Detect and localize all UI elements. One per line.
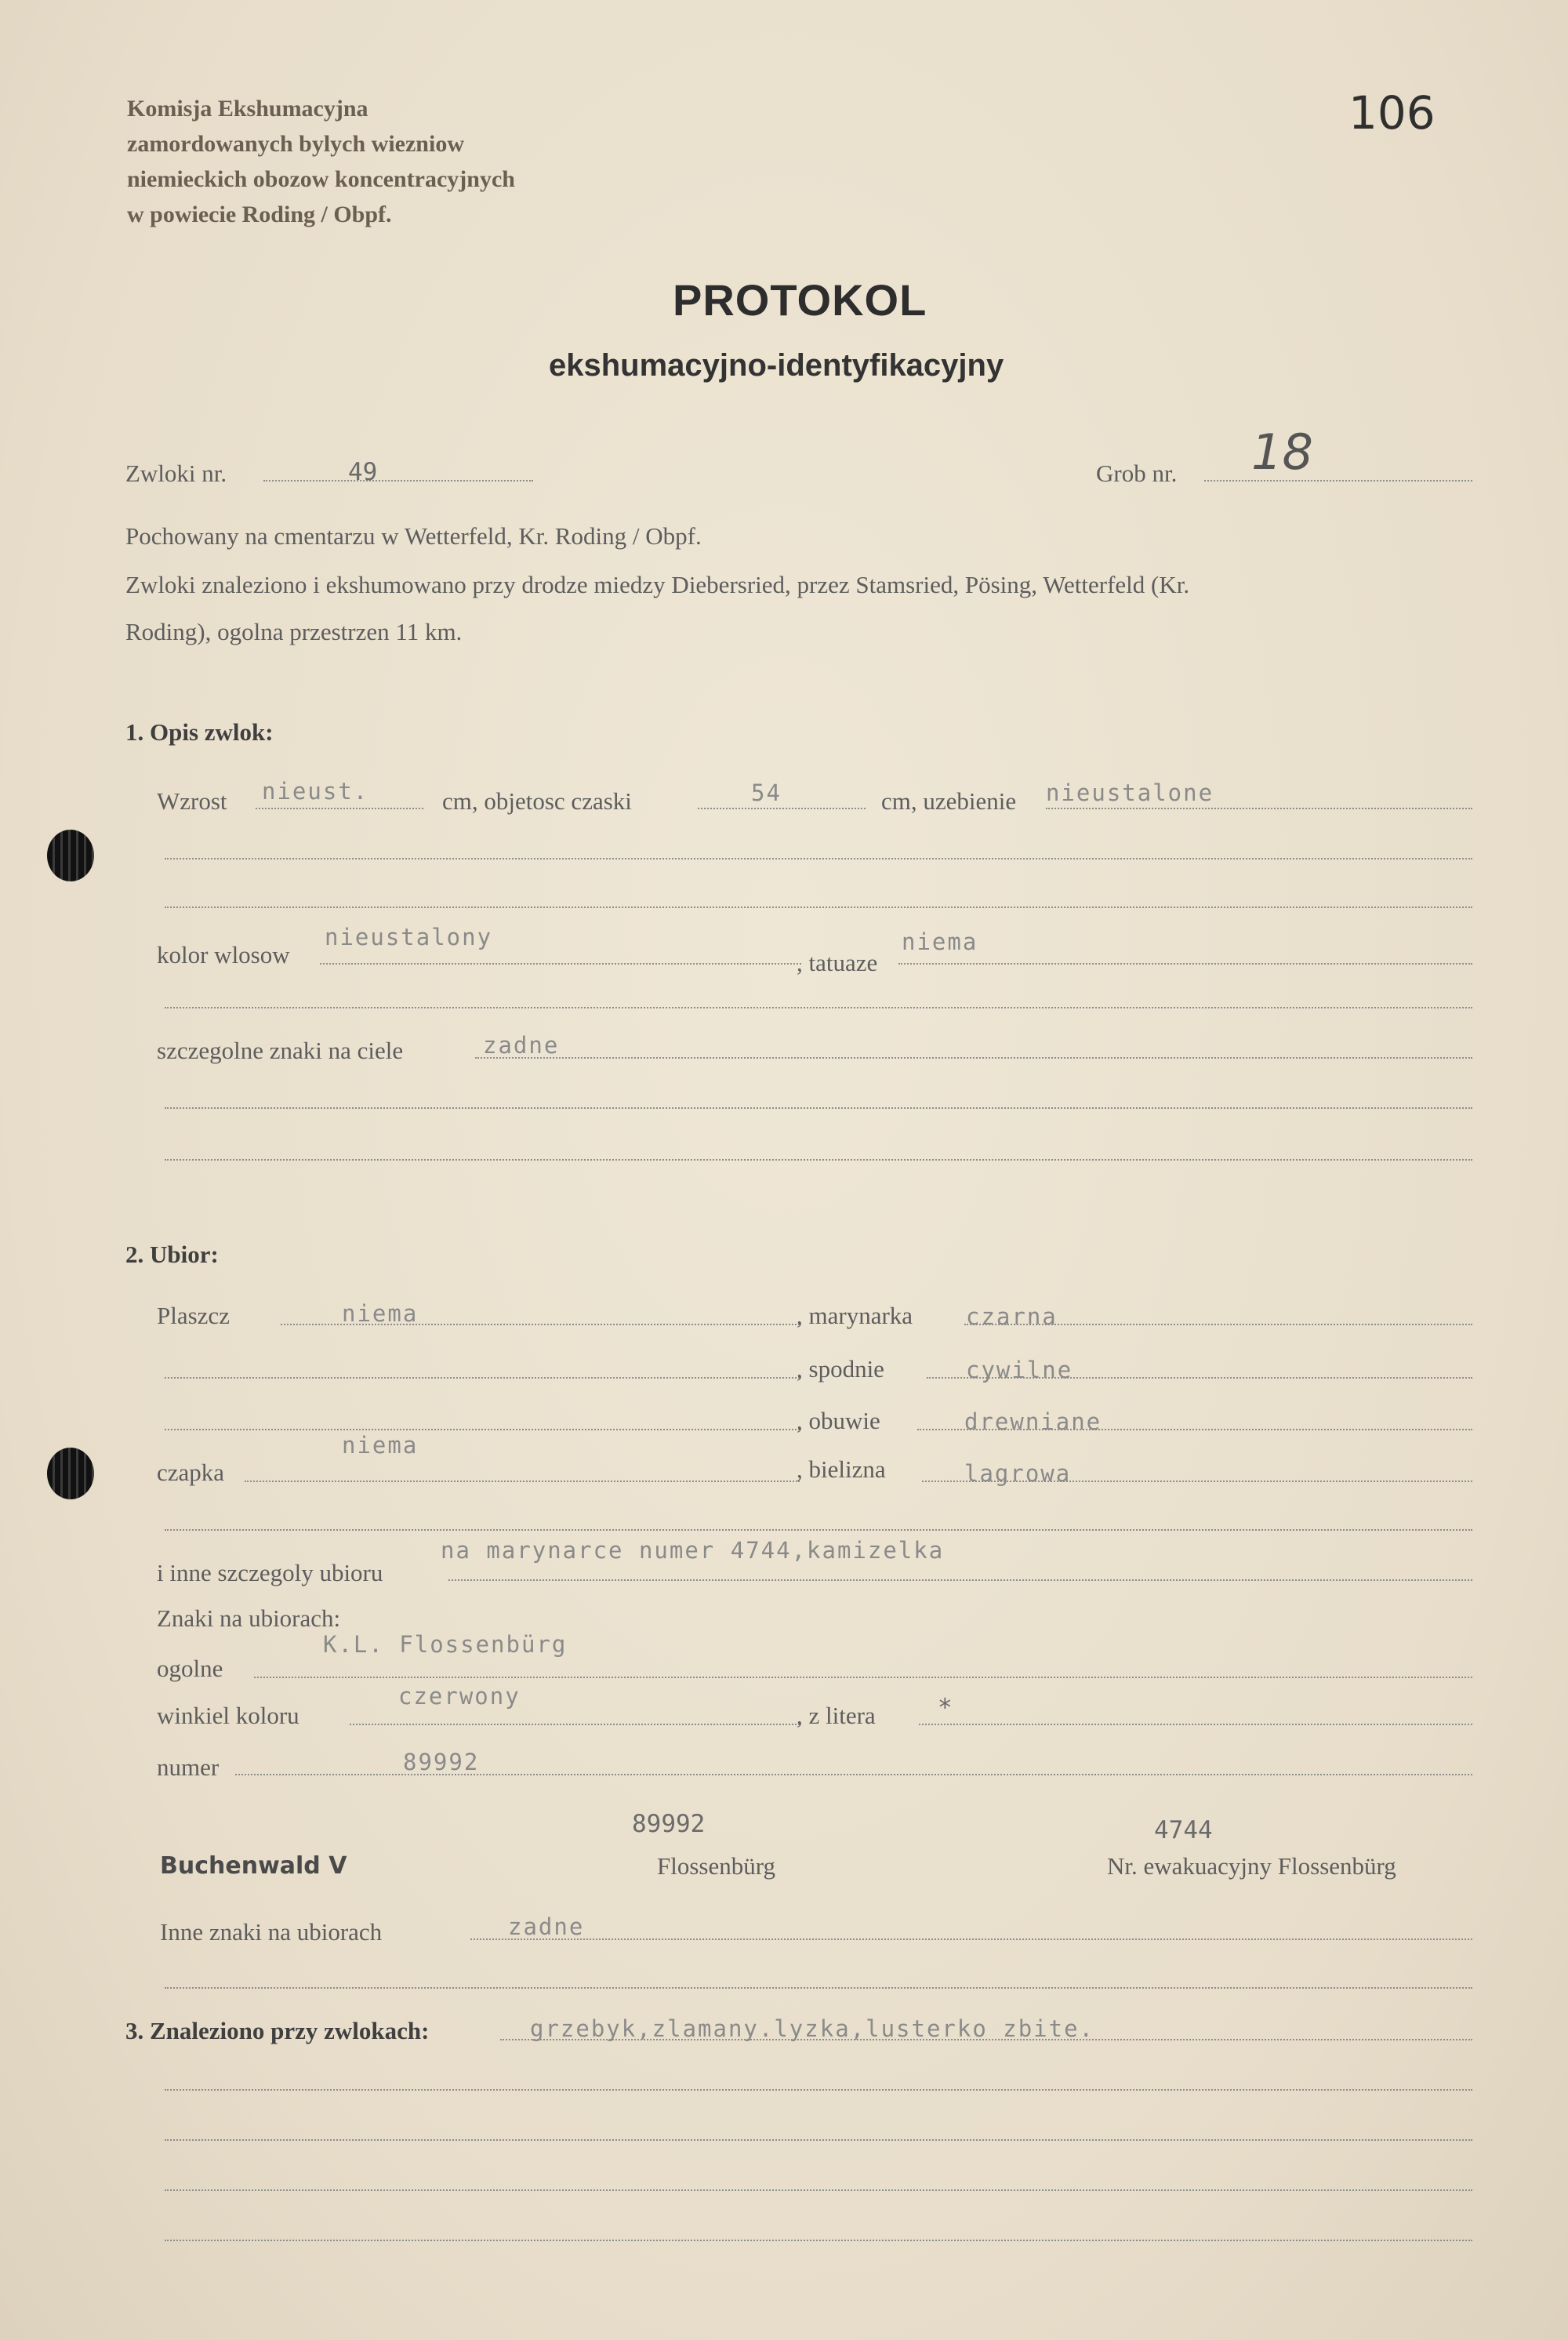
blank-line-10 [165,2189,1472,2191]
obuwie-label: , obuwie [797,1407,880,1434]
uzebienie-value: nieustalone [1046,779,1214,806]
tatuaze-line [898,963,1472,965]
spodnie-label: , spodnie [797,1355,884,1383]
tatuaze-value: niema [902,928,978,955]
blank-line-7 [165,1987,1472,1989]
obuwie-left-line [165,1429,800,1430]
section-1-heading: 1. Opis zwlok: [125,718,274,746]
ogolne-line [254,1677,1472,1678]
grob-value: 18 [1251,423,1313,481]
inne-szczegoly-value: na marynarce numer 4744,kamizelka [441,1537,945,1564]
burial-text: Pochowany na cmentarzu w Wetterfeld, Kr. Roding / Obpf. [125,522,702,550]
section-3-value: grzebyk,zlamany.lyzka,lusterko zbite. [530,2015,1095,2042]
found-text-line-1: Zwloki znaleziono i ekshumowano przy drodze miedzy Diebersried, przez Stamsried, Pösing, Wetterfeld (Kr. [125,571,1190,598]
plaszcz-value: niema [342,1300,419,1327]
bielizna-value: lagrowa [964,1460,1072,1487]
kolor-value: nieustalony [325,924,493,950]
winkiel-value: czerwony [398,1683,521,1710]
stamp-mid-value: 89992 [632,1810,706,1838]
inne-szczegoly-line [448,1579,1472,1581]
uzebienie-line [1046,808,1472,809]
stamp-left: Buchenwald V [160,1852,347,1880]
wzrost-label: Wzrost [157,787,227,815]
grob-line [1204,480,1472,481]
document-subtitle: ekshumacyjno-identyfikacyjny [549,348,1004,383]
blank-line-2 [165,907,1472,908]
stamp-right-value: 4744 [1154,1816,1213,1844]
litera-label: , z litera [797,1702,876,1729]
blank-line-3 [165,1007,1472,1008]
ogolne-label: ogolne [157,1655,223,1682]
inne-znaki-label: Inne znaki na ubiorach [160,1918,383,1946]
section-2-heading: 2. Ubior: [125,1241,219,1268]
grob-label: Grob nr. [1096,460,1178,487]
inne-znaki-value: zadne [508,1913,585,1940]
found-text-line-2: Roding), ogolna przestrzen 11 km. [125,618,463,645]
blank-line-9 [165,2139,1472,2141]
czapka-value: niema [342,1432,419,1459]
czapka-label: czapka [157,1459,225,1486]
znaki-na-ubiorach-label: Znaki na ubiorach: [157,1604,341,1632]
winkiel-line [350,1724,800,1725]
litera-value: * [938,1694,953,1722]
marynarka-label: , marynarka [797,1302,913,1329]
plaszcz-label: Plaszcz [157,1302,230,1329]
czapka-line [245,1481,800,1482]
kolor-line [320,963,801,965]
stamp-right-label: Nr. ewakuacyjny Flossenbürg [1107,1852,1396,1880]
wzrost-line [256,808,423,809]
stamp-mid-label: Flossenbürg [657,1852,776,1880]
znaki-label: szczegolne znaki na ciele [157,1037,404,1064]
inne-szczegoly-label: i inne szczegoly ubioru [157,1559,383,1586]
czaszka-line [698,808,866,809]
cm-objetosc-label: cm, objetosc czaski [442,787,632,815]
obuwie-value: drewniane [964,1408,1102,1435]
bielizna-label: , bielizna [797,1455,886,1483]
header-line-1: Komisja Ekshumacyjna [127,96,368,122]
header-line-2: zamordowanych bylych wiezniow [127,131,464,157]
numer-value: 89992 [403,1749,480,1775]
winkiel-label: winkiel koloru [157,1702,299,1729]
cm-uzebienie-label: cm, uzebienie [881,787,1017,815]
blank-line-11 [165,2240,1472,2241]
blank-line-5 [165,1159,1472,1161]
tatuaze-label: , tatuaze [797,949,878,976]
czaszka-value: 54 [751,779,782,806]
blank-line-6 [165,1529,1472,1531]
document-title: PROTOKOL [673,275,927,325]
spodnie-value: cywilne [966,1357,1073,1383]
numer-label: numer [157,1753,220,1781]
blank-line-4 [165,1107,1472,1109]
zwloki-label: Zwloki nr. [125,460,227,487]
punch-hole-bottom [47,1448,94,1499]
section-3-heading: 3. Znaleziono przy zwlokach: [125,2017,430,2044]
header-line-4: w powiecie Roding / Obpf. [127,202,392,227]
header-line-3: niemieckich obozow koncentracyjnych [127,166,515,192]
znaki-value: zadne [483,1032,560,1059]
ogolne-value: K.L. Flossenbürg [323,1631,568,1658]
inne-znaki-line [470,1938,1472,1940]
page-number: 106 [1348,86,1436,140]
znaki-line [475,1057,1472,1059]
zwloki-line [263,480,533,481]
spodnie-left-line [165,1377,800,1379]
blank-line-8 [165,2089,1472,2091]
kolor-label: kolor wlosow [157,941,290,968]
punch-hole-top [47,830,94,881]
commission-header [127,91,515,232]
wzrost-value: nieust. [262,778,369,805]
blank-line-1 [165,858,1472,859]
litera-line [919,1724,1472,1725]
marynarka-value: czarna [966,1303,1058,1330]
zwloki-value: 49 [348,458,378,486]
